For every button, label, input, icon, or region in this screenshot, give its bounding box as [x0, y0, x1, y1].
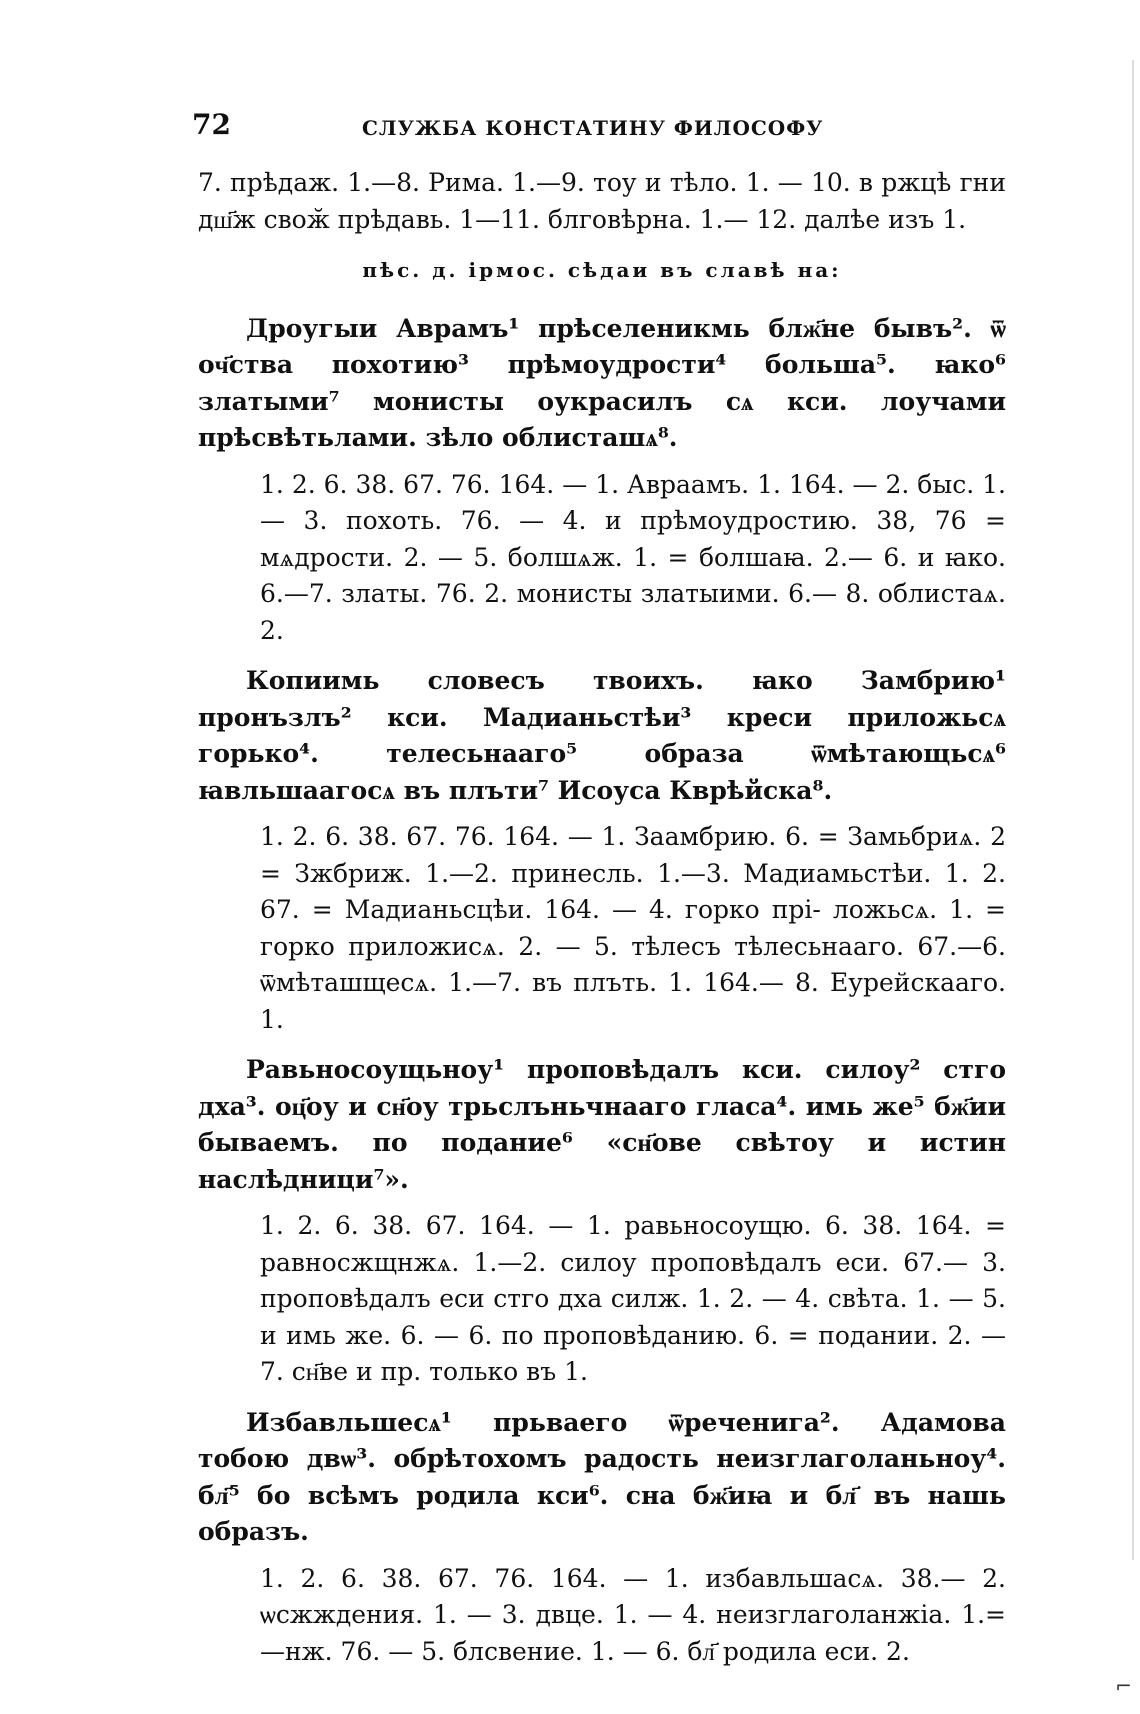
running-title: СЛУЖБА КОНСТАТИНУ ФИЛОСОФУ — [362, 116, 824, 140]
scan-corner-mark: ⌐ — [1115, 1674, 1132, 1698]
stanza-variants: 1. 2. 6. 38. 67. 76. 164. — 1. Заамбрию. 6. = Замьбриѧ. 2 = Зжбриж. 1.—2. принесль. 1.—3. Мадиамьстѣи. 1. 2. 67. = Мадианьсцѣи. 164. — 4. горко прі- ложьсѧ. 1. = горко приложисѧ. 2. — 5. тѣлесъ тѣлесьнааго. 67.—6. ѿмѣташщесѧ. 1.—7. въ плъть. 1. 164.— 8. Еурейскааго. 1. — [260, 822, 1006, 1034]
text-body — [198, 165, 1006, 1684]
stanza-text: Дроугыи Аврамъ¹ прѣселеникмь блж҃не бывъ². ѿ оч҃ства похотию³ прѣмоудрости⁴ больша⁵. ꙗко⁶ златыми⁷ монисты оукрасилъ сѧ кси. лоучами прѣсвѣтьлами. зѣло облисташѧ⁸. — [198, 313, 1006, 452]
stanza-text: Избавльшесѧ¹ прьваего ѿреченига². Адамова тобою двѡ³. обрѣтохомъ радость неизглаголаньноу⁴. бл҃⁵ бо всѣмъ родила кси⁶. сна бж҃иꙗ и бл҃ въ нашь образъ. — [198, 1407, 1006, 1546]
stanza-variants: 1. 2. 6. 38. 67. 164. — 1. равьносоущю. 6. 38. 164. = равносжщнжѧ. 1.—2. силоу проповѣдалъ еси. 67.— 3. проповѣдалъ еси стго дха силж. 1. 2. — 4. свѣта. 1. — 5. и имь же. 6. — 6. по проповѣданию. 6. = подании. 2. — 7. сн҃ве и пр. только въ 1. — [260, 1211, 1006, 1386]
page-header — [192, 108, 1012, 148]
page-edge-line — [1132, 60, 1134, 1560]
stanza-text: Копиимь словесъ твоихъ. ꙗко Замбрию¹ пронъзлъ² кси. Мадианьстѣи³ креси приложьсѧ горько⁴. телесьнааго⁵ образа ѿмѣтающьсѧ⁶ ꙗвльшаагосѧ въ плъти⁷ Исоуса Кврѣйска⁸. — [198, 666, 1006, 805]
stanza-text: Равьносоущьноу¹ проповѣдалъ кси. силоу² стго дха³. оц҃оу и сн҃оу трьслъньчнааго гласа⁴. имь же⁵ бж҃ии бываемъ. по подание⁶ «сн҃ове свѣтоу и истин наслѣдници⁷». — [198, 1055, 1006, 1194]
stanza-variants: 1. 2. 6. 38. 67. 76. 164. — 1. Авраамъ. 1. 164. — 2. быс. 1. — 3. похоть. 76. — 4. и прѣмоудростию. 38, 76 = мѧдрости. 2. — 5. болшѧж. 1. = болшаꙗ. 2.— 6. и ꙗко. 6.—7. златы. 76. 2. монисты златыими. 6.— 8. облистаѧ. 2. — [260, 469, 1006, 645]
stanza-variants: 1. 2. 6. 38. 67. 76. 164. — 1. избавльшасѧ. 38.— 2. ѡсжждения. 1. — 3. двце. 1. — 4. неизглаголанжіа. 1.= —нж. 76. — 5. блсвение. 1. — 6. бл҃ родила еси. 2. — [260, 1563, 1006, 1666]
page-number: 72 — [192, 108, 231, 141]
ode-heading: пѣс. д. ірмос. сѣдаи въ славѣ на: — [362, 258, 842, 282]
footnote-continuation: 7. прѣдаж. 1.—8. Рима. 1.—9. тоу и тѣло. 1. — 10. в ржцѣ гни дш҃ж своӂ прѣдавь. 1—11. блговѣрна. 1.— 12. далѣе изъ 1. — [198, 168, 1006, 234]
